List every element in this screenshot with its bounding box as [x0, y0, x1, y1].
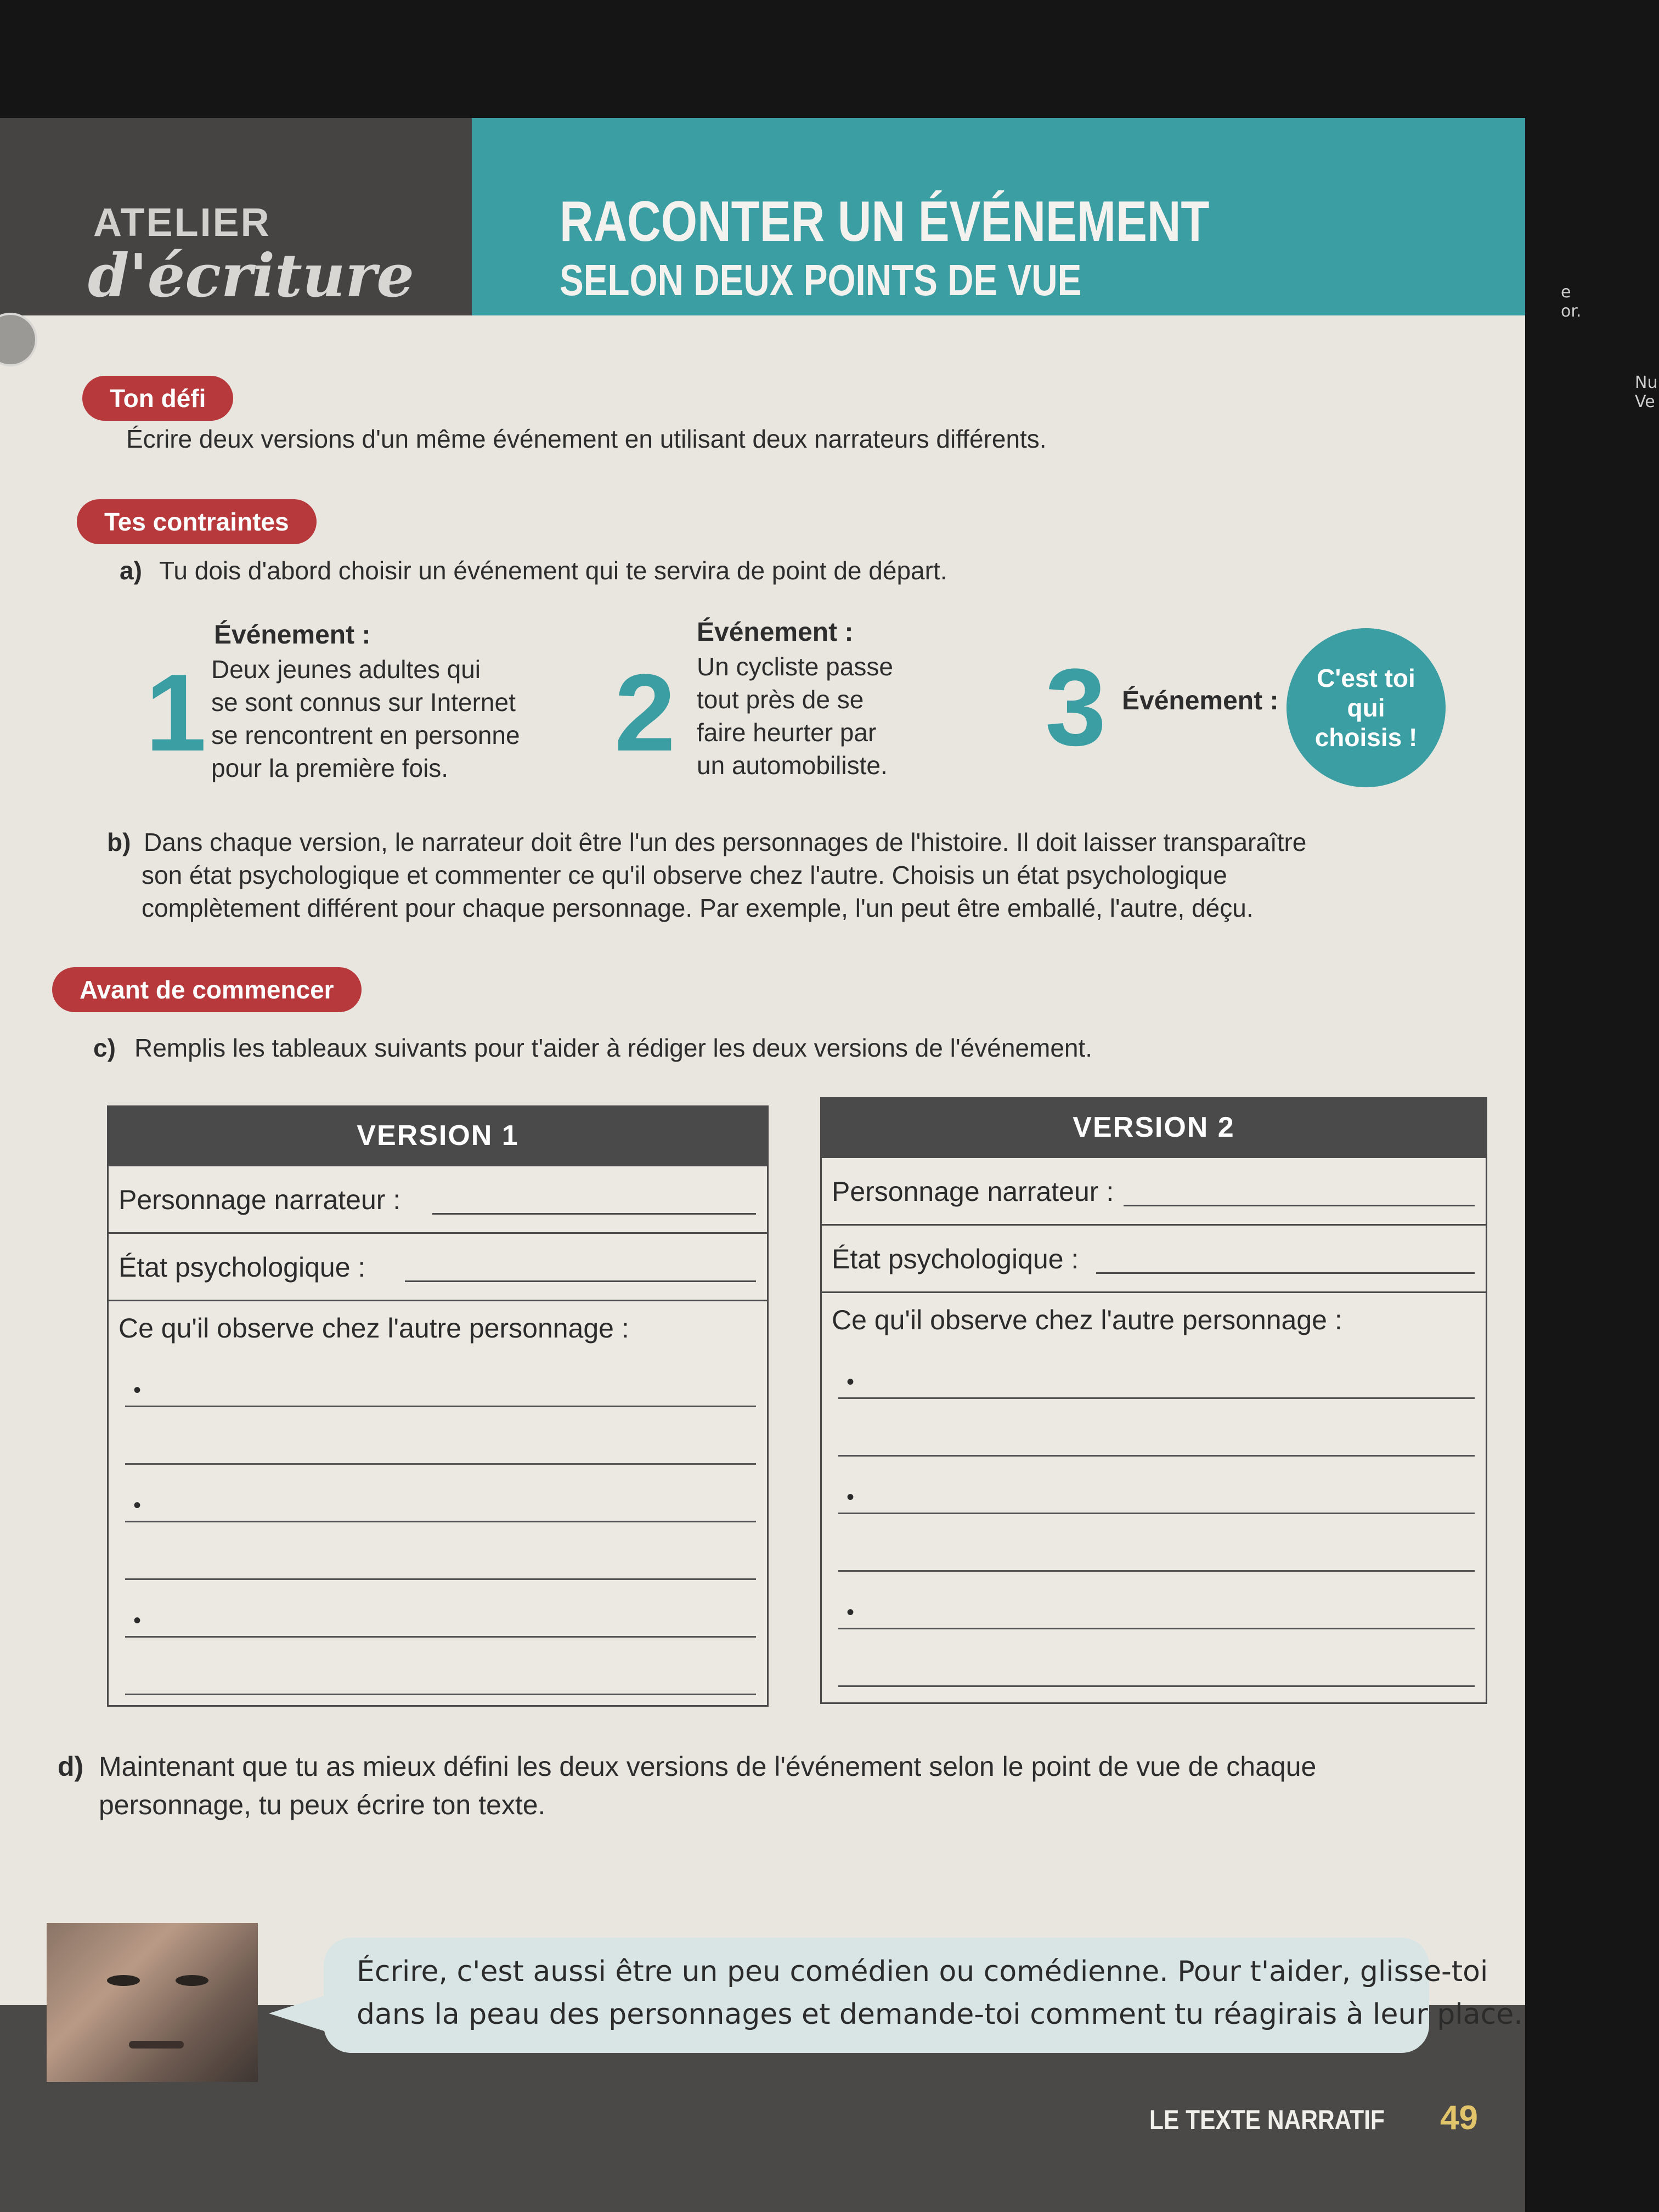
footer-section-title: LE TEXTE NARRATIF	[1149, 2104, 1385, 2135]
author-photo	[47, 1923, 258, 2082]
tip-text	[357, 1950, 1523, 2036]
table-header: VERSION 2	[822, 1099, 1486, 1156]
answer-line[interactable]	[405, 1280, 756, 1282]
answer-line[interactable]	[838, 1685, 1475, 1687]
event-2-line: faire heurter par	[697, 718, 877, 747]
row-narrateur	[822, 1156, 1486, 1224]
row-label: Personnage narrateur :	[832, 1176, 1114, 1207]
event-1-title: Événement :	[214, 620, 371, 650]
answer-line[interactable]	[1096, 1272, 1475, 1274]
bullet: •	[133, 1378, 142, 1402]
defi-text: Écrire deux versions d'un même événement en utilisant deux narrateurs différents.	[126, 425, 1047, 453]
answer-line[interactable]	[125, 1463, 756, 1465]
page-title: RACONTER UN ÉVÉNEMENT	[560, 190, 1210, 253]
event-2-line: Un cycliste passe	[697, 652, 893, 681]
bullet: •	[847, 1370, 855, 1394]
keyboard-key-label: e or.	[1561, 283, 1582, 321]
answer-line[interactable]	[125, 1406, 756, 1407]
row-label: Personnage narrateur :	[119, 1184, 401, 1215]
event-3-title: Événement :	[1122, 686, 1279, 715]
header-ecriture: d'écriture	[88, 241, 415, 311]
answer-line[interactable]	[838, 1513, 1475, 1514]
event-2-title: Événement :	[697, 618, 854, 647]
item-c-letter: c)	[93, 1034, 116, 1062]
table-header: VERSION 1	[109, 1107, 767, 1165]
tip-line: dans la peau des personnages et demande-toi comment tu réagirais à leur place.	[357, 1998, 1523, 2031]
answer-line[interactable]	[838, 1570, 1475, 1572]
defi-badge: Ton défi	[82, 376, 233, 421]
event-1-line: pour la première fois.	[211, 754, 449, 782]
answer-line[interactable]	[432, 1213, 756, 1215]
photo-eye	[176, 1975, 208, 1986]
bullet: •	[133, 1609, 142, 1633]
item-c-text: Remplis les tableaux suivants pour t'aider à rédiger les deux versions de l'événement.	[134, 1034, 1093, 1062]
row-label: Ce qu'il observe chez l'autre personnage :	[119, 1313, 629, 1344]
answer-line[interactable]	[125, 1521, 756, 1522]
item-a-letter: a)	[120, 556, 142, 585]
item-d-line: personnage, tu peux écrire ton texte.	[99, 1790, 546, 1820]
page-number: 49	[1440, 2099, 1478, 2137]
item-b-line: complètement différent pour chaque personnage. Par exemple, l'un peut être emballé, l'autre, déçu.	[142, 894, 1254, 922]
page-subtitle: SELON DEUX POINTS DE VUE	[560, 256, 1082, 304]
bullet: •	[847, 1485, 855, 1509]
event-1-line: Deux jeunes adultes qui	[211, 655, 481, 684]
answer-line[interactable]	[838, 1628, 1475, 1629]
speech-bubble-tail	[269, 1994, 329, 2033]
answer-line[interactable]	[125, 1694, 756, 1695]
contraintes-badge: Tes contraintes	[77, 499, 317, 544]
answer-line[interactable]	[125, 1636, 756, 1638]
row-label: État psychologique :	[119, 1252, 366, 1283]
header-atelier: ATELIER	[93, 201, 271, 245]
event-2-line: un automobiliste.	[697, 751, 888, 780]
row-label: État psychologique :	[832, 1244, 1079, 1274]
workbook-page	[0, 118, 1525, 2212]
event-1-line: se rencontrent en personne	[211, 721, 520, 749]
keyboard-key-label: Nu Ve	[1635, 373, 1658, 411]
photo-mouth	[129, 2041, 184, 2049]
item-b-line: son état psychologique et commenter ce qu'il observe chez l'autre. Choisis un état psychologique	[142, 861, 1227, 889]
event-3-number: 3	[1045, 646, 1107, 769]
row-label: Ce qu'il observe chez l'autre personnage :	[832, 1305, 1342, 1335]
answer-line[interactable]	[838, 1397, 1475, 1399]
row-observation	[109, 1300, 767, 1718]
event-1-line: se sont connus sur Internet	[211, 688, 516, 716]
row-etat	[822, 1224, 1486, 1291]
bullet: •	[133, 1493, 142, 1517]
binder-hole	[0, 313, 37, 366]
answer-line[interactable]	[125, 1578, 756, 1580]
event-2-number: 2	[614, 652, 676, 774]
photo-eye	[107, 1975, 140, 1986]
item-a-text: Tu dois d'abord choisir un événement qui te servira de point de départ.	[159, 556, 947, 585]
avant-badge: Avant de commencer	[52, 967, 362, 1012]
item-d-line: Maintenant que tu as mieux défini les deux versions de l'événement selon le point de vue de chaque	[99, 1751, 1317, 1782]
item-d-letter: d)	[58, 1751, 84, 1782]
row-etat	[109, 1232, 767, 1300]
item-b-line: Dans chaque version, le narrateur doit être l'un des personnages de l'histoire. Il doit laisser transparaître	[144, 828, 1307, 856]
table-version-2	[820, 1097, 1487, 1704]
answer-line[interactable]	[1124, 1205, 1475, 1206]
bullet: •	[847, 1600, 855, 1624]
table-version-1	[107, 1105, 769, 1707]
row-narrateur	[109, 1165, 767, 1232]
row-observation	[822, 1291, 1486, 1710]
choice-badge: C'est toi qui choisis !	[1286, 628, 1446, 787]
event-1-number: 1	[145, 652, 207, 774]
item-b-letter: b)	[107, 828, 131, 856]
event-2-line: tout près de se	[697, 685, 864, 714]
tip-line: Écrire, c'est aussi être un peu comédien ou comédienne. Pour t'aider, glisse-toi	[357, 1955, 1488, 1988]
answer-line[interactable]	[838, 1455, 1475, 1457]
